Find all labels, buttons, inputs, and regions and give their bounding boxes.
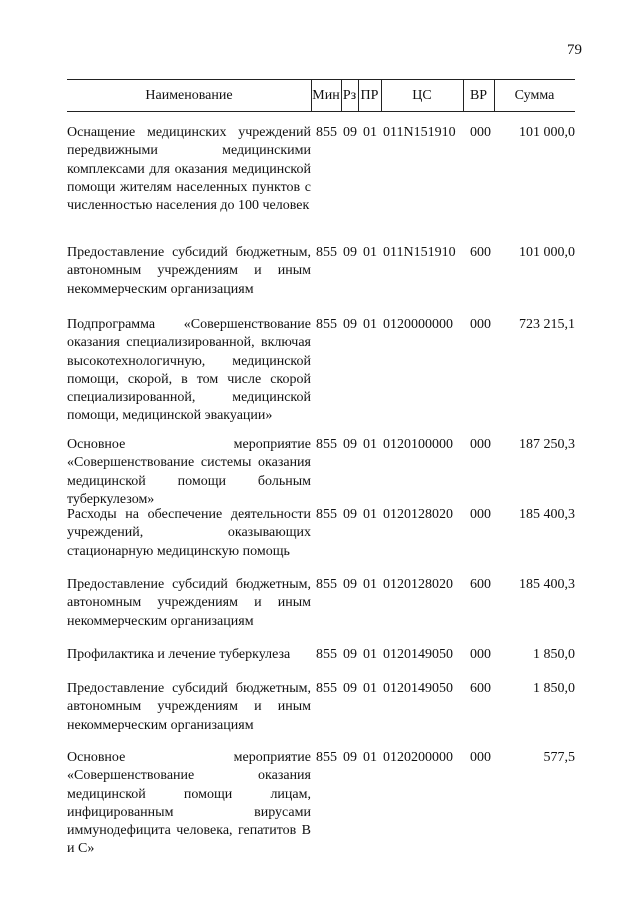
row-vr: 000 <box>470 437 491 452</box>
row-name: Предоставление субсидий бюджетным, автономным учреждениям и иным некоммерческим организациям <box>67 577 311 629</box>
row-min: 855 <box>316 437 337 452</box>
row-vr: 000 <box>470 750 491 765</box>
row-cs: 0120128020 <box>383 577 453 592</box>
row-rz: 09 <box>343 507 357 522</box>
row-vr: 000 <box>470 507 491 522</box>
row-rz: 09 <box>343 681 357 696</box>
row-sum: 1 850,0 <box>533 647 575 662</box>
header-vr: ВР <box>469 88 488 103</box>
row-pr: 01 <box>363 577 377 592</box>
row-cs: 0120200000 <box>383 750 453 765</box>
row-name: Основное мероприятие «Совершенствование оказания медицинской помощи лицам, инфицированным вирусами иммунодефицита человека, гепатитов В и С» <box>67 750 311 857</box>
row-name: Подпрограмма «Совершенствование оказания специализированной, включая высокотехнологичную, медицинской помощи, скорой, в том числе скорой специализированной, медицинской помощи, медицинской эвакуации» <box>67 317 311 424</box>
row-sum: 723 215,1 <box>519 317 575 332</box>
row-name: Оснащение медицинских учреждений передвижными медицинскими комплексами для оказания медицинской помощи жителям населенных пунктов с численностью населения до 100 человек <box>67 125 311 214</box>
header-min: Мин <box>312 88 340 103</box>
row-pr: 01 <box>363 647 377 662</box>
row-name: Основное мероприятие «Совершенствование системы оказания медицинской помощи больным туберкулезом» <box>67 437 311 507</box>
row-pr: 01 <box>363 750 377 765</box>
header-rz: Рз <box>342 88 357 103</box>
page-number: 79 <box>567 42 582 58</box>
row-min: 855 <box>316 245 337 260</box>
row-cs: 0120149050 <box>383 681 453 696</box>
header-cs: ЦС <box>412 88 432 103</box>
row-min: 855 <box>316 750 337 765</box>
row-vr: 600 <box>470 577 491 592</box>
row-pr: 01 <box>363 245 377 260</box>
row-cs: 0120000000 <box>383 317 453 332</box>
row-rz: 09 <box>343 750 357 765</box>
row-sum: 101 000,0 <box>519 245 575 260</box>
row-rz: 09 <box>343 437 357 452</box>
row-vr: 600 <box>470 681 491 696</box>
row-rz: 09 <box>343 317 357 332</box>
row-cs: 011N151910 <box>383 245 456 260</box>
row-rz: 09 <box>343 245 357 260</box>
row-cs: 0120149050 <box>383 647 453 662</box>
header-name: Наименование <box>145 88 233 103</box>
row-pr: 01 <box>363 507 377 522</box>
row-name: Расходы на обеспечение деятельности учреждений, оказывающих стационарную медицинскую помощь <box>67 507 311 559</box>
row-rz: 09 <box>343 125 357 140</box>
row-rz: 09 <box>343 647 357 662</box>
row-name: Предоставление субсидий бюджетным, автономным учреждениям и иным некоммерческим организациям <box>67 681 311 733</box>
row-pr: 01 <box>363 317 377 332</box>
row-min: 855 <box>316 125 337 140</box>
row-sum: 185 400,3 <box>519 507 575 522</box>
row-sum: 1 850,0 <box>533 681 575 696</box>
row-sum: 187 250,3 <box>519 437 575 452</box>
row-vr: 000 <box>470 125 491 140</box>
row-min: 855 <box>316 647 337 662</box>
row-min: 855 <box>316 507 337 522</box>
row-cs: 0120128020 <box>383 507 453 522</box>
row-rz: 09 <box>343 577 357 592</box>
row-sum: 577,5 <box>543 750 575 765</box>
row-cs: 0120100000 <box>383 437 453 452</box>
row-pr: 01 <box>363 125 377 140</box>
row-pr: 01 <box>363 681 377 696</box>
row-vr: 000 <box>470 647 491 662</box>
row-pr: 01 <box>363 437 377 452</box>
row-sum: 185 400,3 <box>519 577 575 592</box>
row-min: 855 <box>316 681 337 696</box>
table-header <box>67 79 575 112</box>
header-sum: Сумма <box>514 88 555 103</box>
row-cs: 011N151910 <box>383 125 456 140</box>
row-name: Предоставление субсидий бюджетным, автономным учреждениям и иным некоммерческим организациям <box>67 245 311 297</box>
row-name: Профилактика и лечение туберкулеза <box>67 647 291 662</box>
row-vr: 000 <box>470 317 491 332</box>
row-vr: 600 <box>470 245 491 260</box>
row-min: 855 <box>316 317 337 332</box>
header-pr: ПР <box>360 88 379 103</box>
row-sum: 101 000,0 <box>519 125 575 140</box>
row-min: 855 <box>316 577 337 592</box>
